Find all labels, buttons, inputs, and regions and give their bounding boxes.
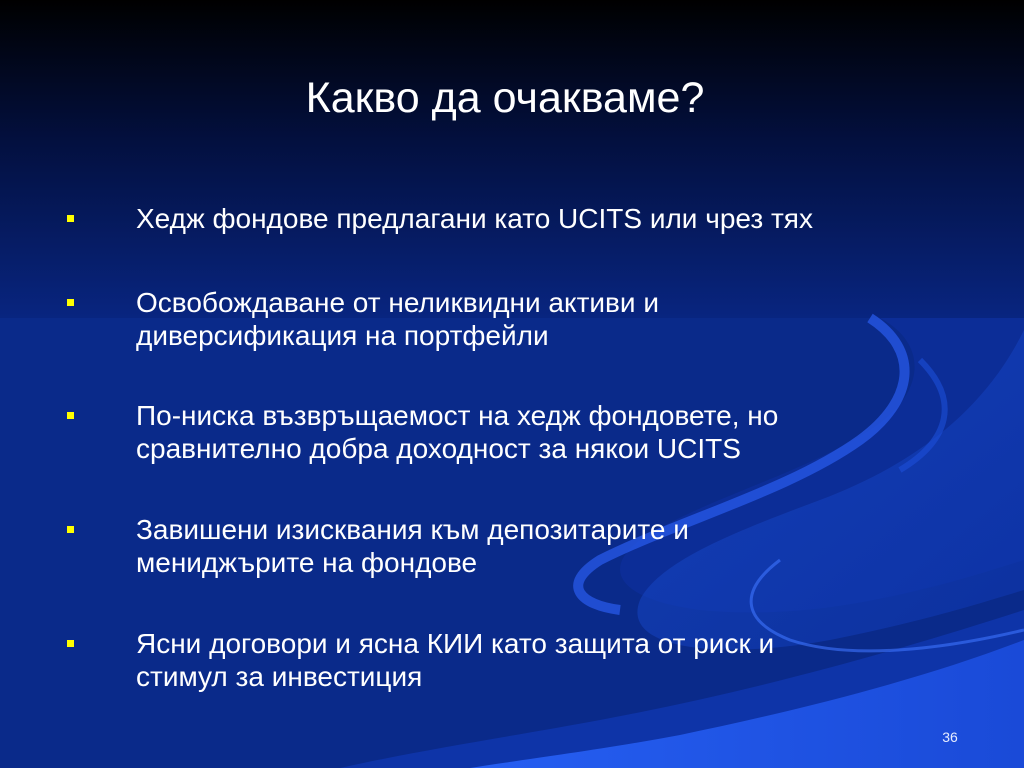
bullet-text-line: По-ниска възвръщаемост на хедж фондовете, но	[136, 400, 779, 431]
square-bullet-icon	[67, 412, 74, 419]
bullet-text	[136, 202, 996, 235]
square-bullet-icon	[67, 215, 74, 222]
bullet-text-line: мениджърите на фондове	[136, 547, 478, 578]
bullet-text	[136, 286, 996, 352]
slide-page-number: 36	[942, 729, 958, 745]
bullet-text	[136, 627, 996, 693]
bullet-text-line: сравнително добра доходност за някои UCITS	[136, 433, 741, 464]
bullet-text	[136, 513, 996, 579]
square-bullet-icon	[67, 640, 74, 647]
square-bullet-icon	[67, 526, 74, 533]
bullet-text-line: Ясни договори и ясна КИИ като защита от риск и	[136, 628, 775, 659]
square-bullet-icon	[67, 299, 74, 306]
bullet-text-line: диверсификация на портфейли	[136, 320, 549, 351]
bullet-text-line: стимул за инвестиция	[136, 661, 423, 692]
slide-title: Какво да очакваме?	[305, 74, 705, 122]
bullet-text-line: Освобождаване от неликвидни активи и	[136, 287, 659, 318]
bullet-text	[136, 399, 996, 465]
bullet-text-line: Завишени изисквания към депозитарите и	[136, 514, 689, 545]
bullet-text-line: Хедж фондове предлагани като UCITS или чрез тях	[136, 203, 813, 234]
